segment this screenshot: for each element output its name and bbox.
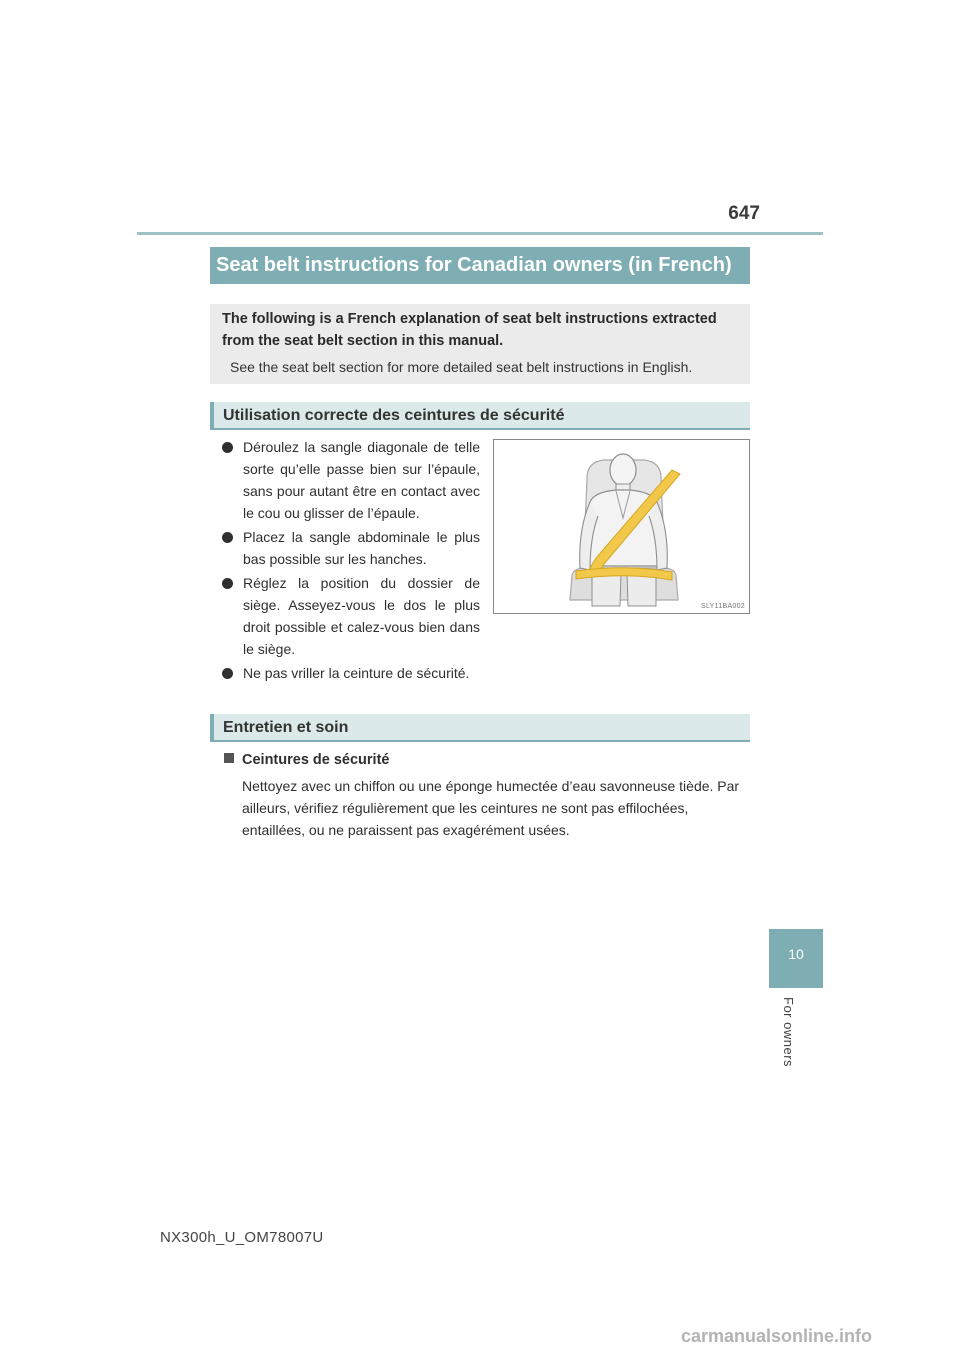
intro-box <box>210 304 750 384</box>
figure-code: SLY11BA002 <box>701 603 745 610</box>
bullet-icon <box>222 532 233 543</box>
bullet-icon <box>222 442 233 453</box>
page-number: 647 <box>728 203 760 224</box>
usage-heading: Utilisation correcte des ceintures de sécurité <box>210 402 750 430</box>
bullet-text: Déroulez la sangle diagonale de telle sorte qu’elle passe bien sur l’épaule, sans pour autant être en contact avec le cou ou glisser de l’épaule. <box>243 439 480 521</box>
intro-text: The following is a French explanation of seat belt instructions extracted from the seat belt section in this manual. <box>222 311 717 349</box>
care-subheading-text: Ceintures de sécurité <box>242 752 390 768</box>
care-text: Nettoyez avec un chiffon ou une éponge humectée d’eau savonneuse tiède. Par ailleurs, vérifiez régulièrement que les ceintures ne sont pas effilochées, entaillées, ou ne paraissent pas exagérément usées. <box>242 778 740 838</box>
bullet-text: Ne pas vriller la ceinture de sécurité. <box>243 665 470 681</box>
header-rule <box>137 232 823 235</box>
section-title: Seat belt instructions for Canadian owners (in French) <box>210 247 750 284</box>
bullet-text: Réglez la position du dossier de siège. Asseyez-vous le dos le plus droit possible et calez-vous bien dans le siège. <box>243 575 480 657</box>
chapter-label: For owners <box>781 997 796 1068</box>
intro-note: See the seat belt section for more detailed seat belt instructions in English. <box>230 359 693 375</box>
chapter-tab: 10 <box>769 929 823 988</box>
care-heading: Entretien et soin <box>210 714 750 742</box>
list-item <box>222 436 480 524</box>
list-item <box>222 526 480 570</box>
care-subheading <box>224 750 389 770</box>
bullet-icon <box>222 668 233 679</box>
list-item <box>222 662 480 684</box>
square-bullet-icon <box>224 753 234 763</box>
seated-person-illustration <box>494 440 749 613</box>
usage-bullet-list <box>222 436 480 686</box>
bullet-text: Placez la sangle abdominale le plus bas possible sur les hanches. <box>243 529 480 567</box>
list-item <box>222 572 480 660</box>
document-code: NX300h_U_OM78007U <box>160 1229 324 1246</box>
seatbelt-illustration <box>493 439 750 614</box>
watermark: carmanualsonline.info <box>681 1326 873 1346</box>
bullet-icon <box>222 578 233 589</box>
